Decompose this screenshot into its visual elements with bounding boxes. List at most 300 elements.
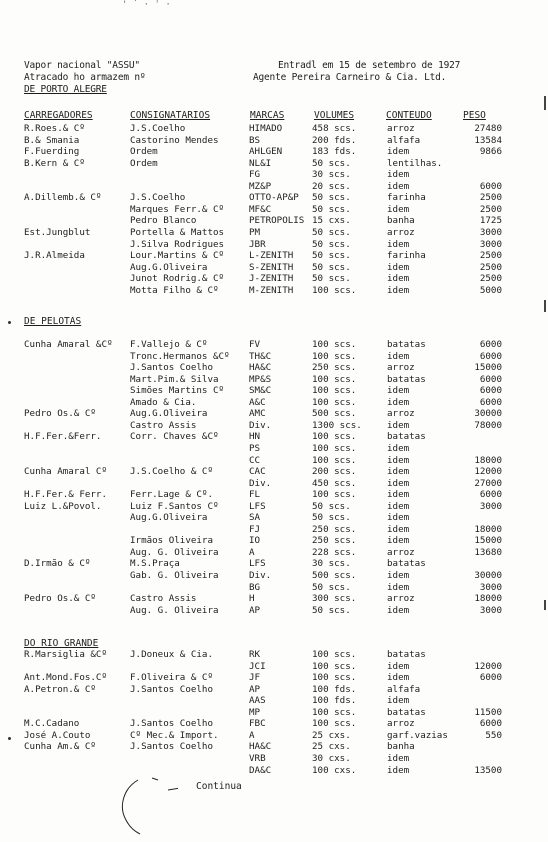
peso-cell: 6000 (479, 396, 502, 408)
marca-cell: LFS (249, 500, 266, 512)
consignatario-cell: Ferr.Lage & Cº. (130, 489, 213, 501)
carregador-cell: Pedro Os.& Cº (24, 593, 96, 605)
volumes-cell: 100 scs. (312, 706, 357, 718)
marca-cell: MZ&P (249, 180, 272, 192)
consignatario-cell: Castro Assis (130, 419, 197, 431)
marca-cell: NL&I (249, 157, 272, 169)
carregador-cell: B.Kern & Cº (24, 157, 85, 169)
origin-port: DE PORTO ALEGRE (24, 84, 107, 95)
carregador-cell: Pedro Os.& Cº (24, 408, 96, 420)
handwritten-mark (118, 776, 178, 836)
conteudo-cell: batatas (387, 431, 426, 443)
marca-cell: SM&C (249, 385, 272, 397)
right-edge-mark (544, 300, 546, 312)
consignatario-cell: Pedro Blanco (130, 215, 197, 227)
marca-cell: FL (249, 489, 261, 501)
marca-cell: AP (249, 604, 261, 616)
conteudo-cell: idem (387, 752, 410, 764)
consignatario-cell: Amado & Cia. (130, 396, 197, 408)
consignatario-cell: Portella & Mattos (130, 226, 225, 238)
conteudo-cell: idem (387, 146, 410, 158)
volumes-cell: 450 scs. (312, 477, 357, 489)
conteudo-cell: arroz (387, 226, 415, 238)
peso-cell: 18000 (474, 454, 502, 466)
conteudo-cell: arroz (387, 593, 415, 605)
peso-cell: 2500 (479, 192, 502, 204)
consignatario-cell: J.Doneux & Cia. (130, 649, 213, 660)
volumes-cell: 50 scs. (312, 226, 351, 238)
table-row (0, 146, 548, 157)
table-row (0, 661, 548, 672)
conteudo-cell: idem (387, 238, 410, 250)
table-row (0, 339, 548, 350)
carregador-cell: H.F.Fer.& Ferr. (24, 489, 107, 501)
volumes-cell: 50 scs. (312, 203, 351, 215)
volumes-cell: 50 scs. (312, 500, 351, 512)
marca-cell: L-ZENITH (249, 250, 294, 262)
volumes-cell: 30 scs. (312, 558, 351, 570)
consignatario-cell: Corr. Chaves &Cº (130, 431, 219, 443)
marca-cell: MP (249, 706, 261, 718)
marca-cell: AMC (249, 408, 266, 420)
conteudo-cell: arroz (387, 362, 415, 374)
marca-cell: H (249, 593, 255, 605)
column-header-conteudo: CONTEUDO (386, 110, 432, 121)
carregador-cell: Cunha Am.& Cº (24, 741, 96, 753)
volumes-cell: 50 scs. (312, 604, 351, 616)
marca-cell: VRB (249, 752, 266, 764)
marca-cell: M-ZENITH (249, 284, 294, 296)
consignatario-cell: J.Santos Coelho (130, 362, 213, 374)
volumes-cell: 100 scs. (312, 660, 357, 672)
carregador-cell: D.Irmão & Cº (24, 558, 91, 570)
table-row (0, 385, 548, 396)
conteudo-cell: idem (387, 261, 410, 273)
consignatario-cell: Ordem (130, 146, 158, 158)
table-row (0, 215, 548, 226)
carregador-cell: José A.Couto (24, 729, 91, 741)
conteudo-cell: farinha (387, 250, 426, 262)
conteudo-cell: idem (387, 570, 410, 581)
peso-cell: 1725 (479, 215, 502, 227)
table-row (0, 672, 548, 683)
table-row (0, 408, 548, 419)
volumes-cell: 300 scs. (312, 593, 357, 605)
consignatario-cell: J.Silva Rodrigues (130, 238, 225, 250)
table-row (0, 362, 548, 373)
conteudo-cell: idem (387, 442, 410, 454)
consignatario-cell: Mart.Pim.& Silva (130, 373, 219, 385)
table-row (0, 169, 548, 180)
consignatario-cell: F.Oliveira & Cº (130, 672, 213, 684)
marca-cell: CC (249, 454, 261, 466)
consignatario-cell: Marques Ferr.& Cº (130, 203, 225, 215)
consignatario-cell: F.Vallejo & Cº (130, 339, 208, 350)
marca-cell: A (249, 546, 255, 558)
volumes-cell: 200 fds. (312, 134, 357, 146)
carregador-cell: Ant.Mond.Fos.Cº (24, 672, 107, 684)
consignatario-cell: Castro Assis (130, 593, 197, 605)
carregador-cell: Cunha Amaral &Cº (24, 339, 113, 350)
conteudo-cell: idem (387, 169, 410, 181)
table-row (0, 753, 548, 764)
conteudo-cell: idem (387, 466, 410, 478)
marca-cell: LFS (249, 558, 266, 570)
table-row (0, 741, 548, 752)
conteudo-cell: idem (387, 489, 410, 501)
volumes-cell: 50 scs. (312, 157, 351, 169)
volumes-cell: 100 scs. (312, 350, 357, 362)
consignatario-cell: J.Santos Coelho (130, 741, 213, 753)
peso-cell: 27480 (474, 123, 502, 134)
volumes-cell: 100 scs. (312, 649, 357, 660)
consignatario-cell: Junot Rodrig.& Cº (130, 273, 225, 285)
consignatario-cell: Lour.Martins & Cº (130, 250, 225, 262)
volumes-cell: 25 cxs. (312, 741, 351, 753)
marca-cell: CAC (249, 466, 266, 478)
volumes-cell: 50 scs. (312, 273, 351, 285)
volumes-cell: 228 scs. (312, 546, 357, 558)
peso-cell: 5000 (479, 284, 502, 296)
peso-cell: 15000 (474, 535, 502, 547)
carregador-cell: R.Marsiglia &Cº (24, 649, 107, 660)
right-edge-mark (544, 96, 546, 110)
volumes-cell: 200 scs. (312, 466, 357, 478)
peso-cell: 27000 (474, 477, 502, 489)
table-row (0, 397, 548, 408)
conteudo-cell: garf.vazias (387, 729, 448, 741)
marca-cell: AHLGEN (249, 146, 283, 158)
table-row (0, 158, 548, 169)
consignatario-cell: Irmãos Oliveira (130, 535, 213, 547)
peso-cell: 12000 (474, 660, 502, 672)
marca-cell: HA&C (249, 741, 272, 753)
volumes-cell: 100 scs. (312, 373, 357, 385)
peso-cell: 13584 (474, 134, 502, 146)
volumes-cell: 50 scs. (312, 250, 351, 262)
volumes-cell: 250 scs. (312, 523, 357, 535)
carregador-cell: R.Roes.& Cº (24, 123, 85, 134)
marca-cell: DA&C (249, 764, 272, 776)
conteudo-cell: idem (387, 695, 410, 707)
conteudo-cell: idem (387, 454, 410, 466)
margin-dot (8, 737, 11, 740)
marca-cell: HA&C (249, 362, 272, 374)
conteudo-cell: idem (387, 350, 410, 362)
marca-cell: J-ZENITH (249, 273, 294, 285)
marca-cell: FJ (249, 523, 261, 535)
margin-dot (8, 321, 11, 324)
conteudo-cell: idem (387, 764, 410, 776)
volumes-cell: 100 scs. (312, 396, 357, 408)
carregador-cell: M.C.Cadano (24, 718, 80, 730)
peso-cell: 3000 (479, 604, 502, 616)
consignatario-cell: Luiz F.Santos Cº (130, 500, 219, 512)
table-row (0, 558, 548, 569)
marca-cell: A&C (249, 396, 266, 408)
table-row (0, 605, 548, 616)
marca-cell: S-ZENITH (249, 261, 294, 273)
table-row (0, 730, 548, 741)
peso-cell: 6000 (479, 489, 502, 501)
carregador-cell: J.R.Almeida (24, 250, 85, 262)
consignatario-cell: J.S.Coelho (130, 123, 186, 134)
volumes-cell: 100 scs. (312, 284, 357, 296)
peso-cell: 78000 (474, 419, 502, 431)
marca-cell: JF (249, 672, 261, 684)
conteudo-cell: arroz (387, 718, 415, 730)
table-row (0, 123, 548, 134)
carregador-cell: Cunha Amaral Cº (24, 466, 107, 478)
agent-name: Agente Pereira Carneiro & Cia. Ltd. (253, 72, 447, 83)
peso-cell: 9866 (479, 146, 502, 158)
table-row (0, 489, 548, 500)
peso-cell: 6000 (479, 339, 502, 350)
table-row (0, 285, 548, 296)
marca-cell: OTTO-AP&P (249, 192, 299, 204)
table-row (0, 512, 548, 523)
table-row (0, 582, 548, 593)
peso-cell: 30000 (474, 408, 502, 420)
conteudo-cell: idem (387, 523, 410, 535)
peso-cell: 2500 (479, 273, 502, 285)
volumes-cell: 100 scs. (312, 442, 357, 454)
consignatario-cell: M.S.Praça (130, 558, 180, 570)
peso-cell: 12000 (474, 466, 502, 478)
marca-cell: A (249, 729, 255, 741)
carregador-cell: A.Petron.& Cº (24, 683, 96, 695)
table-row (0, 443, 548, 454)
conteudo-cell: idem (387, 180, 410, 192)
conteudo-cell: idem (387, 672, 410, 684)
peso-cell: 13680 (474, 546, 502, 558)
table-row (0, 420, 548, 431)
volumes-cell: 100 cxs. (312, 764, 357, 776)
consignatario-cell: Motta Filho & Cº (130, 284, 219, 296)
marca-cell: HN (249, 431, 261, 443)
table-row (0, 524, 548, 535)
consignatario-cell: Simões Martins Cº (130, 385, 225, 397)
marca-cell: IO (249, 535, 261, 547)
table-row (0, 192, 548, 203)
consignatario-cell: Aug. G. Oliveira (130, 604, 219, 616)
peso-cell: 2500 (479, 250, 502, 262)
conteudo-cell: idem (387, 284, 410, 296)
marca-cell: AAS (249, 695, 266, 707)
volumes-cell: 1300 scs. (312, 419, 362, 431)
volumes-cell: 50 scs. (312, 238, 351, 250)
section-title: DO RIO GRANDE (24, 638, 99, 649)
conteudo-cell: batatas (387, 649, 426, 660)
marca-cell: BS (249, 134, 261, 146)
table-row (0, 593, 548, 604)
peso-cell: 3000 (479, 500, 502, 512)
conteudo-cell: alfafa (387, 134, 421, 146)
table-row (0, 455, 548, 466)
marca-cell: TH&C (249, 350, 272, 362)
table-row (0, 684, 548, 695)
volumes-cell: 50 scs. (312, 581, 351, 593)
consignatario-cell: J.S.Coelho & Cº (130, 466, 213, 478)
peso-cell: 6000 (479, 718, 502, 730)
table-row (0, 765, 548, 776)
column-header-volumes: VOLUMES (314, 110, 355, 121)
volumes-cell: 20 scs. (312, 180, 351, 192)
marca-cell: MF&C (249, 203, 272, 215)
marca-cell: AP (249, 683, 261, 695)
volumes-cell: 100 scs. (312, 385, 357, 397)
section-title: DE PELOTAS (24, 316, 82, 327)
volumes-cell: 458 scs. (312, 123, 357, 134)
arrival-date: Entradl em 15 de setembro de 1927 (278, 60, 461, 71)
volumes-cell: 50 scs. (312, 192, 351, 204)
top-edge-marks: ' ˙ · ʾ · (122, 0, 171, 10)
peso-cell: 3000 (479, 238, 502, 250)
volumes-cell: 30 scs. (312, 169, 351, 181)
carregador-cell: Luiz L.&Povol. (24, 500, 102, 512)
marca-cell: HIMADO (249, 123, 283, 134)
carregador-cell: A.Dillemb.& Cº (24, 192, 102, 204)
conteudo-cell: alfafa (387, 683, 421, 695)
consignatario-cell: Tronc.Hermanos &Cº (130, 350, 230, 362)
table-row (0, 181, 548, 192)
marca-cell: JCI (249, 660, 266, 672)
peso-cell: 18000 (474, 593, 502, 605)
conteudo-cell: farinha (387, 192, 426, 204)
conteudo-cell: idem (387, 604, 410, 616)
table-row (0, 374, 548, 385)
conteudo-cell: idem (387, 535, 410, 547)
table-row (0, 478, 548, 489)
peso-cell: 18000 (474, 523, 502, 535)
volumes-cell: 30 cxs. (312, 752, 351, 764)
carregador-cell: H.F.Fer.&Ferr. (24, 431, 102, 443)
consignatario-cell: J.Santos Coelho (130, 683, 213, 695)
marca-cell: PETROPOLIS (249, 215, 305, 227)
conteudo-cell: arroz (387, 546, 415, 558)
volumes-cell: 15 cxs. (312, 215, 351, 227)
consignatario-cell: Castorino Mendes (130, 134, 219, 146)
volumes-cell: 500 scs. (312, 570, 357, 581)
marca-cell: RK (249, 649, 261, 660)
volumes-cell: 100 scs. (312, 431, 357, 443)
peso-cell: 30000 (474, 570, 502, 581)
volumes-cell: 100 scs. (312, 454, 357, 466)
peso-cell: 2500 (479, 203, 502, 215)
marca-cell: PS (249, 442, 261, 454)
table-row (0, 239, 548, 250)
peso-cell: 15000 (474, 362, 502, 374)
column-header-marcas: MARCAS (250, 110, 285, 121)
table-row (0, 570, 548, 581)
consignatario-cell: J.S.Coelho (130, 192, 186, 204)
carregador-cell: F.Fuerding (24, 146, 80, 158)
conteudo-cell: batatas (387, 558, 426, 570)
conteudo-cell: idem (387, 419, 410, 431)
marca-cell: FV (249, 339, 261, 350)
peso-cell: 6000 (479, 672, 502, 684)
peso-cell: 6000 (479, 180, 502, 192)
peso-cell: 550 (485, 729, 502, 741)
marca-cell: FG (249, 169, 261, 181)
consignatario-cell: J.Santos Coelho (130, 718, 213, 730)
table-row (0, 535, 548, 546)
marca-cell: BG (249, 581, 261, 593)
table-row (0, 547, 548, 558)
carregador-cell: Est.Jungblut (24, 226, 91, 238)
volumes-cell: 100 fds. (312, 683, 357, 695)
right-edge-mark (544, 600, 546, 610)
table-row (0, 466, 548, 477)
marca-cell: Div. (249, 570, 272, 581)
conteudo-cell: idem (387, 203, 410, 215)
conteudo-cell: banha (387, 215, 415, 227)
table-row (0, 273, 548, 284)
table-row (0, 501, 548, 512)
table-row (0, 227, 548, 238)
continua-label: Continua (196, 781, 242, 792)
conteudo-cell: arroz (387, 408, 415, 420)
volumes-cell: 100 scs. (312, 672, 357, 684)
conteudo-cell: banha (387, 741, 415, 753)
peso-cell: 6000 (479, 373, 502, 385)
volumes-cell: 100 scs. (312, 489, 357, 501)
conteudo-cell: idem (387, 273, 410, 285)
column-header-peso: PESO (463, 110, 486, 121)
marca-cell: Div. (249, 477, 272, 489)
table-row (0, 718, 548, 729)
volumes-cell: 25 cxs. (312, 729, 351, 741)
table-row (0, 695, 548, 706)
marca-cell: FBC (249, 718, 266, 730)
peso-cell: 11500 (474, 706, 502, 718)
table-row (0, 351, 548, 362)
consignatario-cell: Aug. G. Oliveira (130, 546, 219, 558)
volumes-cell: 100 scs. (312, 718, 357, 730)
conteudo-cell: idem (387, 500, 410, 512)
conteudo-cell: idem (387, 660, 410, 672)
volumes-cell: 250 scs. (312, 362, 357, 374)
volumes-cell: 100 fds. (312, 695, 357, 707)
conteudo-cell: batatas (387, 706, 426, 718)
marca-cell: Div. (249, 419, 272, 431)
peso-cell: 13500 (474, 764, 502, 776)
column-header-consignatarios: CONSIGNATARIOS (130, 110, 211, 121)
conteudo-cell: batatas (387, 339, 426, 350)
conteudo-cell: idem (387, 512, 410, 524)
vessel-name: Vapor nacional "ASSU" (24, 60, 140, 71)
volumes-cell: 183 fds. (312, 146, 357, 158)
table-row (0, 431, 548, 442)
consignatario-cell: Ordem (130, 157, 158, 169)
table-row (0, 204, 548, 215)
table-row (0, 707, 548, 718)
volumes-cell: 100 scs. (312, 339, 357, 350)
table-row (0, 250, 548, 261)
peso-cell: 6000 (479, 350, 502, 362)
peso-cell: 3000 (479, 226, 502, 238)
table-row (0, 135, 548, 146)
peso-cell: 2500 (479, 261, 502, 273)
carregador-cell: B.& Smania (24, 134, 80, 146)
volumes-cell: 250 scs. (312, 535, 357, 547)
table-row (0, 262, 548, 273)
consignatario-cell: Gab. G. Oliveira (130, 570, 219, 581)
consignatario-cell: Aug.G.Oliveira (130, 408, 208, 420)
consignatario-cell: Aug.G.Oliveira (130, 261, 208, 273)
consignatario-cell: Cº Mec.& Import. (130, 729, 219, 741)
marca-cell: JBR (249, 238, 266, 250)
